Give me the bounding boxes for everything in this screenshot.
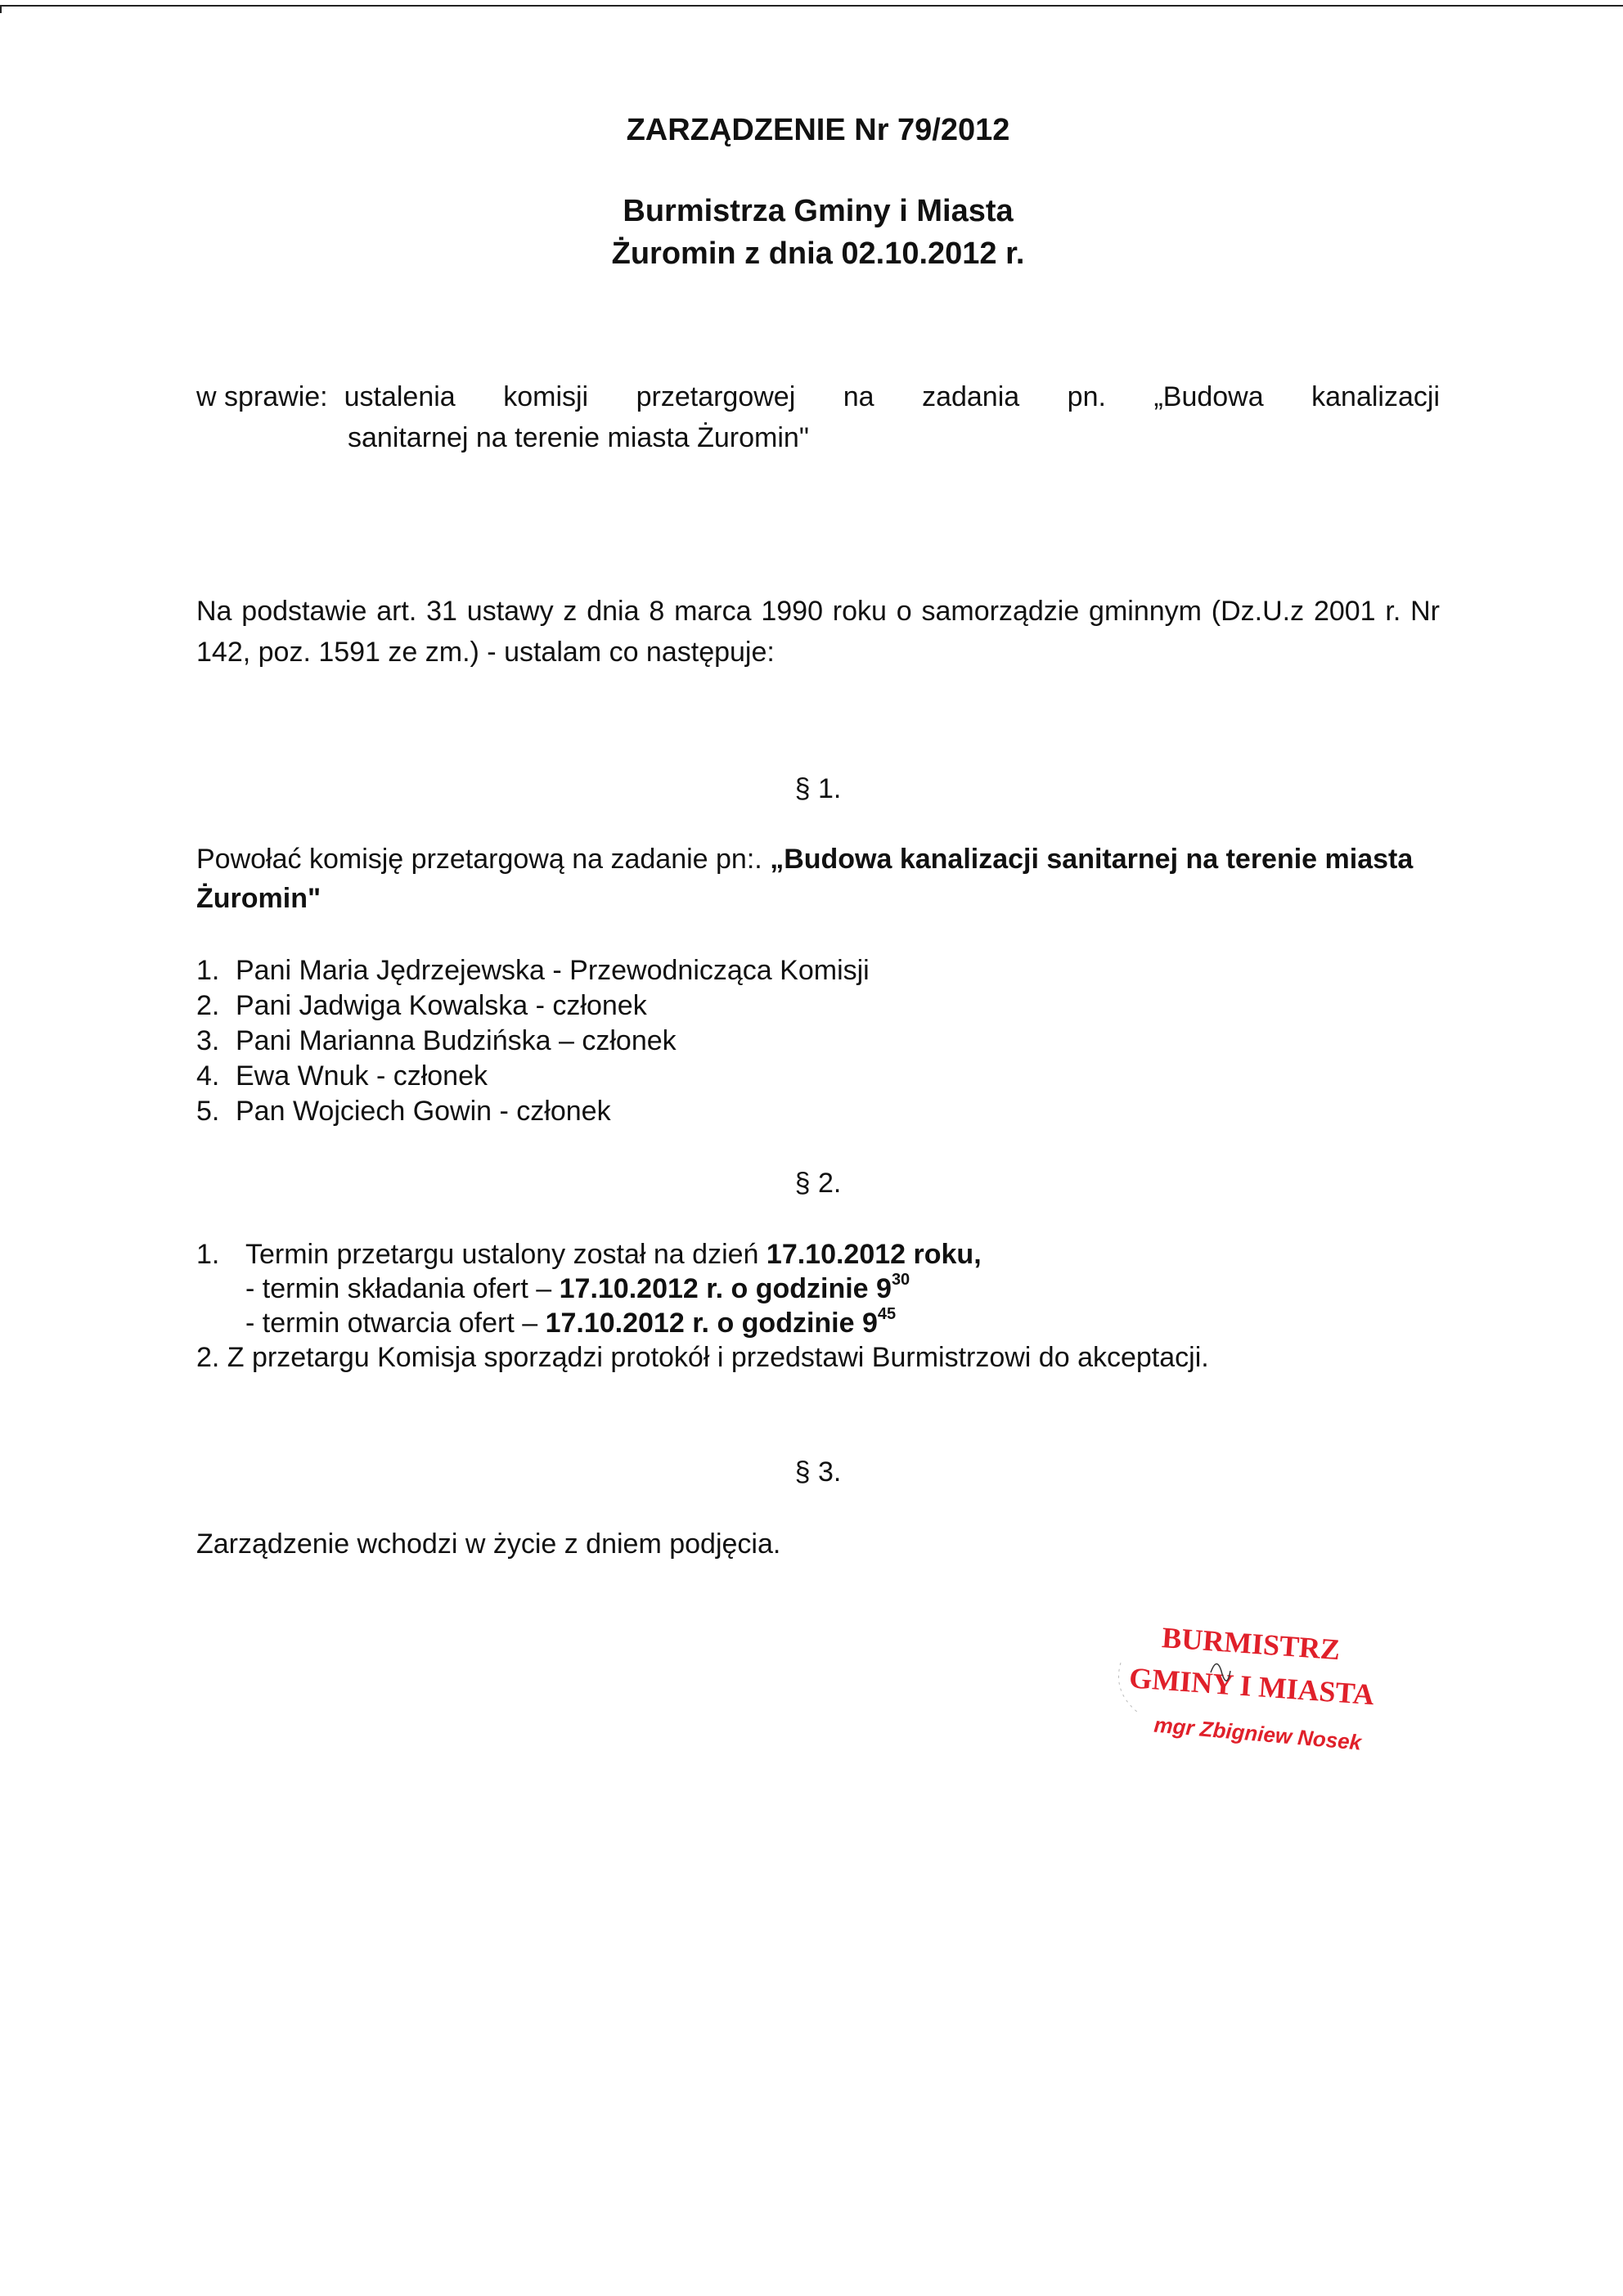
subject-text-1: ustalenia komisji przetargowej na zadania pn. „Budowa kanalizacji (344, 381, 1440, 412)
section-1-intro (196, 840, 1440, 918)
subject-paragraph (196, 376, 1440, 458)
protocol-line: 2. Z przetargu Komisja sporządzi protokół i przedstawi Burmistrzowi do akceptacji. (196, 1342, 1209, 1373)
scan-border-left (0, 5, 2, 13)
list-item: 1. Pani Maria Jędrzejewska - Przewodnicząca Komisji (196, 955, 870, 986)
document-subtitle (196, 190, 1440, 275)
subtitle-line-1: Burmistrza Gminy i Miasta (623, 194, 1014, 228)
opening-minutes: 45 (877, 1305, 897, 1323)
list-item: 5. Pan Wojciech Gowin - członek (196, 1096, 611, 1127)
stamp-line-1: BURMISTRZ (1161, 1621, 1342, 1667)
subject-label: w sprawie: (196, 381, 328, 412)
committee-members-list (196, 953, 1440, 1129)
tender-date: 17.10.2012 roku, (766, 1239, 982, 1270)
section-3-heading: § 3. (794, 1456, 842, 1488)
list-item: 3. Pani Marianna Budzińska – członek (196, 1025, 677, 1056)
mayor-stamp (1104, 1614, 1399, 1761)
opening-time-line: - termin otwarcia ofert – 17.10.2012 r. o godzinie $9^{45}$ (245, 1305, 897, 1339)
opening-time: 17.10.2012 r. o godzinie 9 (545, 1308, 878, 1339)
subject-line-1 (196, 376, 1440, 417)
stamp-line-2: GMINY I MIASTA (1128, 1661, 1376, 1712)
document-page (196, 0, 1440, 2296)
task-name: „Budowa kanalizacji sanitarnej na terenie miasta Żuromin" (196, 844, 1414, 914)
offers-deadline: 17.10.2012 r. o godzinie 9 (559, 1273, 892, 1304)
tender-date-line: 1. Termin przetargu ustalony został na dzień 17.10.2012 roku, (196, 1239, 982, 1270)
section-2-heading: § 2. (794, 1168, 842, 1199)
offers-minutes: 30 (891, 1271, 910, 1289)
offers-deadline-line: - termin składania ofert – 17.10.2012 r. o godzinie $9^{30}$ (245, 1271, 910, 1304)
list-item: 4. Ewa Wnuk - członek (196, 1060, 488, 1092)
legal-basis-paragraph: Na podstawie art. 31 ustawy z dnia 8 marca 1990 roku o samorządzie gminnym (Dz.U.z 2001 r. Nr 142, poz. 1591 ze zm.) - ustalam co następuje: (196, 596, 1440, 668)
section-3-text: Zarządzenie wchodzi w życie z dniem podjęcia. (196, 1528, 781, 1560)
section-1-heading: § 1. (794, 773, 842, 804)
stamp-graphic (1104, 1614, 1399, 1761)
signature-text: mgr Zbigniew Nosek (1153, 1712, 1363, 1755)
section-1-intro-text: Powołać komisję przetargową na zadanie pn:. (196, 844, 762, 875)
subject-text-2: sanitarnej na terenie miasta Żuromin" (348, 422, 809, 453)
document-title: ZARZĄDZENIE Nr 79/2012 (626, 113, 1010, 147)
section-2-body (196, 1237, 1472, 1375)
subtitle-line-2: Żuromin z dnia 02.10.2012 r. (611, 236, 1025, 271)
list-item: 2. Pani Jadwiga Kowalska - członek (196, 990, 647, 1021)
